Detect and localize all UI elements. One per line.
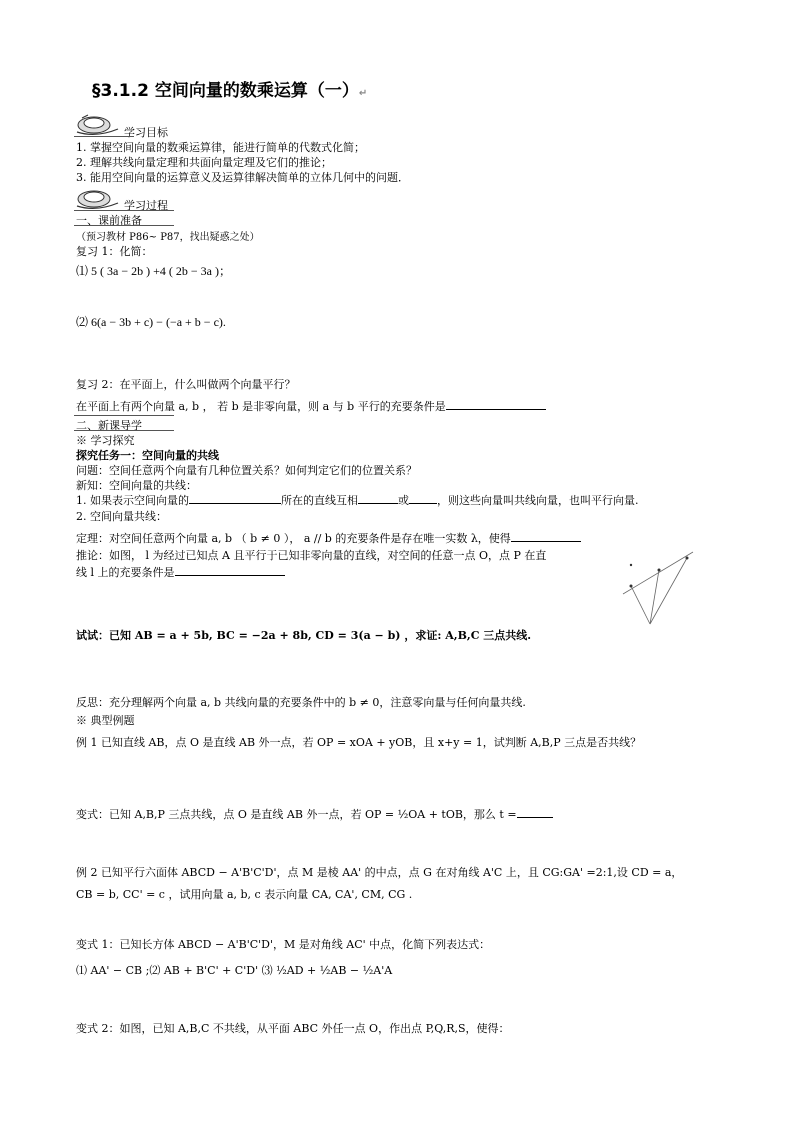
new-knowledge-1: 1. 如果表示空间向量的 所在的直线互相 或 ，则这些向量叫共线向量，也叫平行向量. — [76, 494, 639, 507]
variant-1: 变式：已知 A,B,P 三点共线，点 O 是直线 AB 外一点，若 OP = ½OA + tOB，那么 t = — [76, 806, 553, 822]
example-2-line2: CB = b, CC' = c ，试用向量 a, b, c 表示向量 CA, CA', CM, CG . — [76, 888, 413, 901]
part2-heading: 二、新课导学 — [76, 419, 142, 432]
review2: 复习 2：在平面上，什么叫做两个向量平行？ — [76, 378, 296, 391]
mouse-icon — [74, 112, 120, 139]
question: 问题：空间任意两个向量有几种位置关系？如何判定它们的位置关系？ — [76, 464, 417, 477]
review1-q2: ⑵ 6(a − 3b + c) − (−a + b − c). — [76, 315, 226, 329]
process-heading: 学习过程 — [124, 199, 168, 212]
review2-line: 在平面上有两个向量 a, b ， 若 b 是非零向量，则 a 与 b 平行的充要条件是 — [76, 398, 546, 414]
preview-note: （预习教材 P86~ P87，找出疑惑之处） — [76, 232, 260, 243]
page-title: §3.1.2 空间向量的数乘运算（一）↵ — [92, 81, 368, 101]
mouse-icon — [74, 186, 120, 213]
example-2-line1: 例 2 已知平行六面体 ABCD − A'B'C'D'，点 M 是棱 AA' 的中点，点 G 在对角线 A'C 上，且 CG:GA' =2:1,设 CD = a， — [76, 866, 683, 879]
variant-1b-items: ⑴ AA' − CB ;⑵ AB + B'C' + C'D' ⑶ ½AD + ½AB − ½A'A — [76, 964, 393, 977]
new-knowledge: 新知：空间向量的共线： — [76, 479, 197, 492]
variant-2: 变式 2：如图，已知 A,B,C 不共线，从平面 ABC 外任一点 O，作出点 P,Q,R,S，使得： — [76, 1022, 510, 1035]
task1-heading: 探究任务一：空间向量的共线 — [76, 449, 219, 462]
theorem: 定理：对空间任意两个向量 a, b （ b ≠ 0 ）， a // b 的充要条件是存在唯一实数 λ，使得 — [76, 530, 581, 546]
goal-item-3: 3. 能用空间向量的运算意义及运算律解决简单的立体几何中的问题． — [76, 171, 409, 184]
part1-heading: 一、课前准备 — [76, 214, 142, 227]
examples-heading: ※ 典型例题 — [76, 714, 135, 727]
try-exercise: 试试：已知 AB = a + 5b, BC = −2a + 8b, CD = 3(a − b) ，求证: A,B,C 三点共线. — [76, 629, 532, 642]
review1-q1: ⑴ 5 ( 3a − 2b ) +4 ( 2b − 3a )； — [76, 264, 231, 278]
review1: 复习 1：化简： — [76, 245, 153, 258]
example-1: 例 1 已知直线 AB，点 O 是直线 AB 外一点，若 OP = xOA + yOB，且 x+y = 1，试判断 A,B,P 三点是否共线？ — [76, 736, 642, 749]
corollary-line1: 推论：如图， l 为经过已知点 A 且平行于已知非零向量的直线，对空间的任意一点 O，点 P 在直 — [76, 549, 547, 562]
explore-heading: ※ 学习探究 — [76, 434, 135, 447]
goal-item-1: 1. 掌握空间向量的数乘运算律，能进行简单的代数式化简； — [76, 141, 365, 154]
variant-1b: 变式 1：已知长方体 ABCD − A'B'C'D'，M 是对角线 AC' 中点，化简下列表达式： — [76, 938, 491, 951]
corollary-line2: 线 l 上的充要条件是 — [76, 564, 285, 580]
line-figure — [615, 550, 705, 633]
goals-heading: 学习目标 — [124, 126, 168, 139]
goal-item-2: 2. 理解共线向量定理和共面向量定理及它们的推论； — [76, 156, 332, 169]
reflect: 反思：充分理解两个向量 a, b 共线向量的充要条件中的 b ≠ 0，注意零向量与任何向量共线. — [76, 696, 526, 709]
new-knowledge-2: 2. 空间向量共线： — [76, 510, 167, 523]
